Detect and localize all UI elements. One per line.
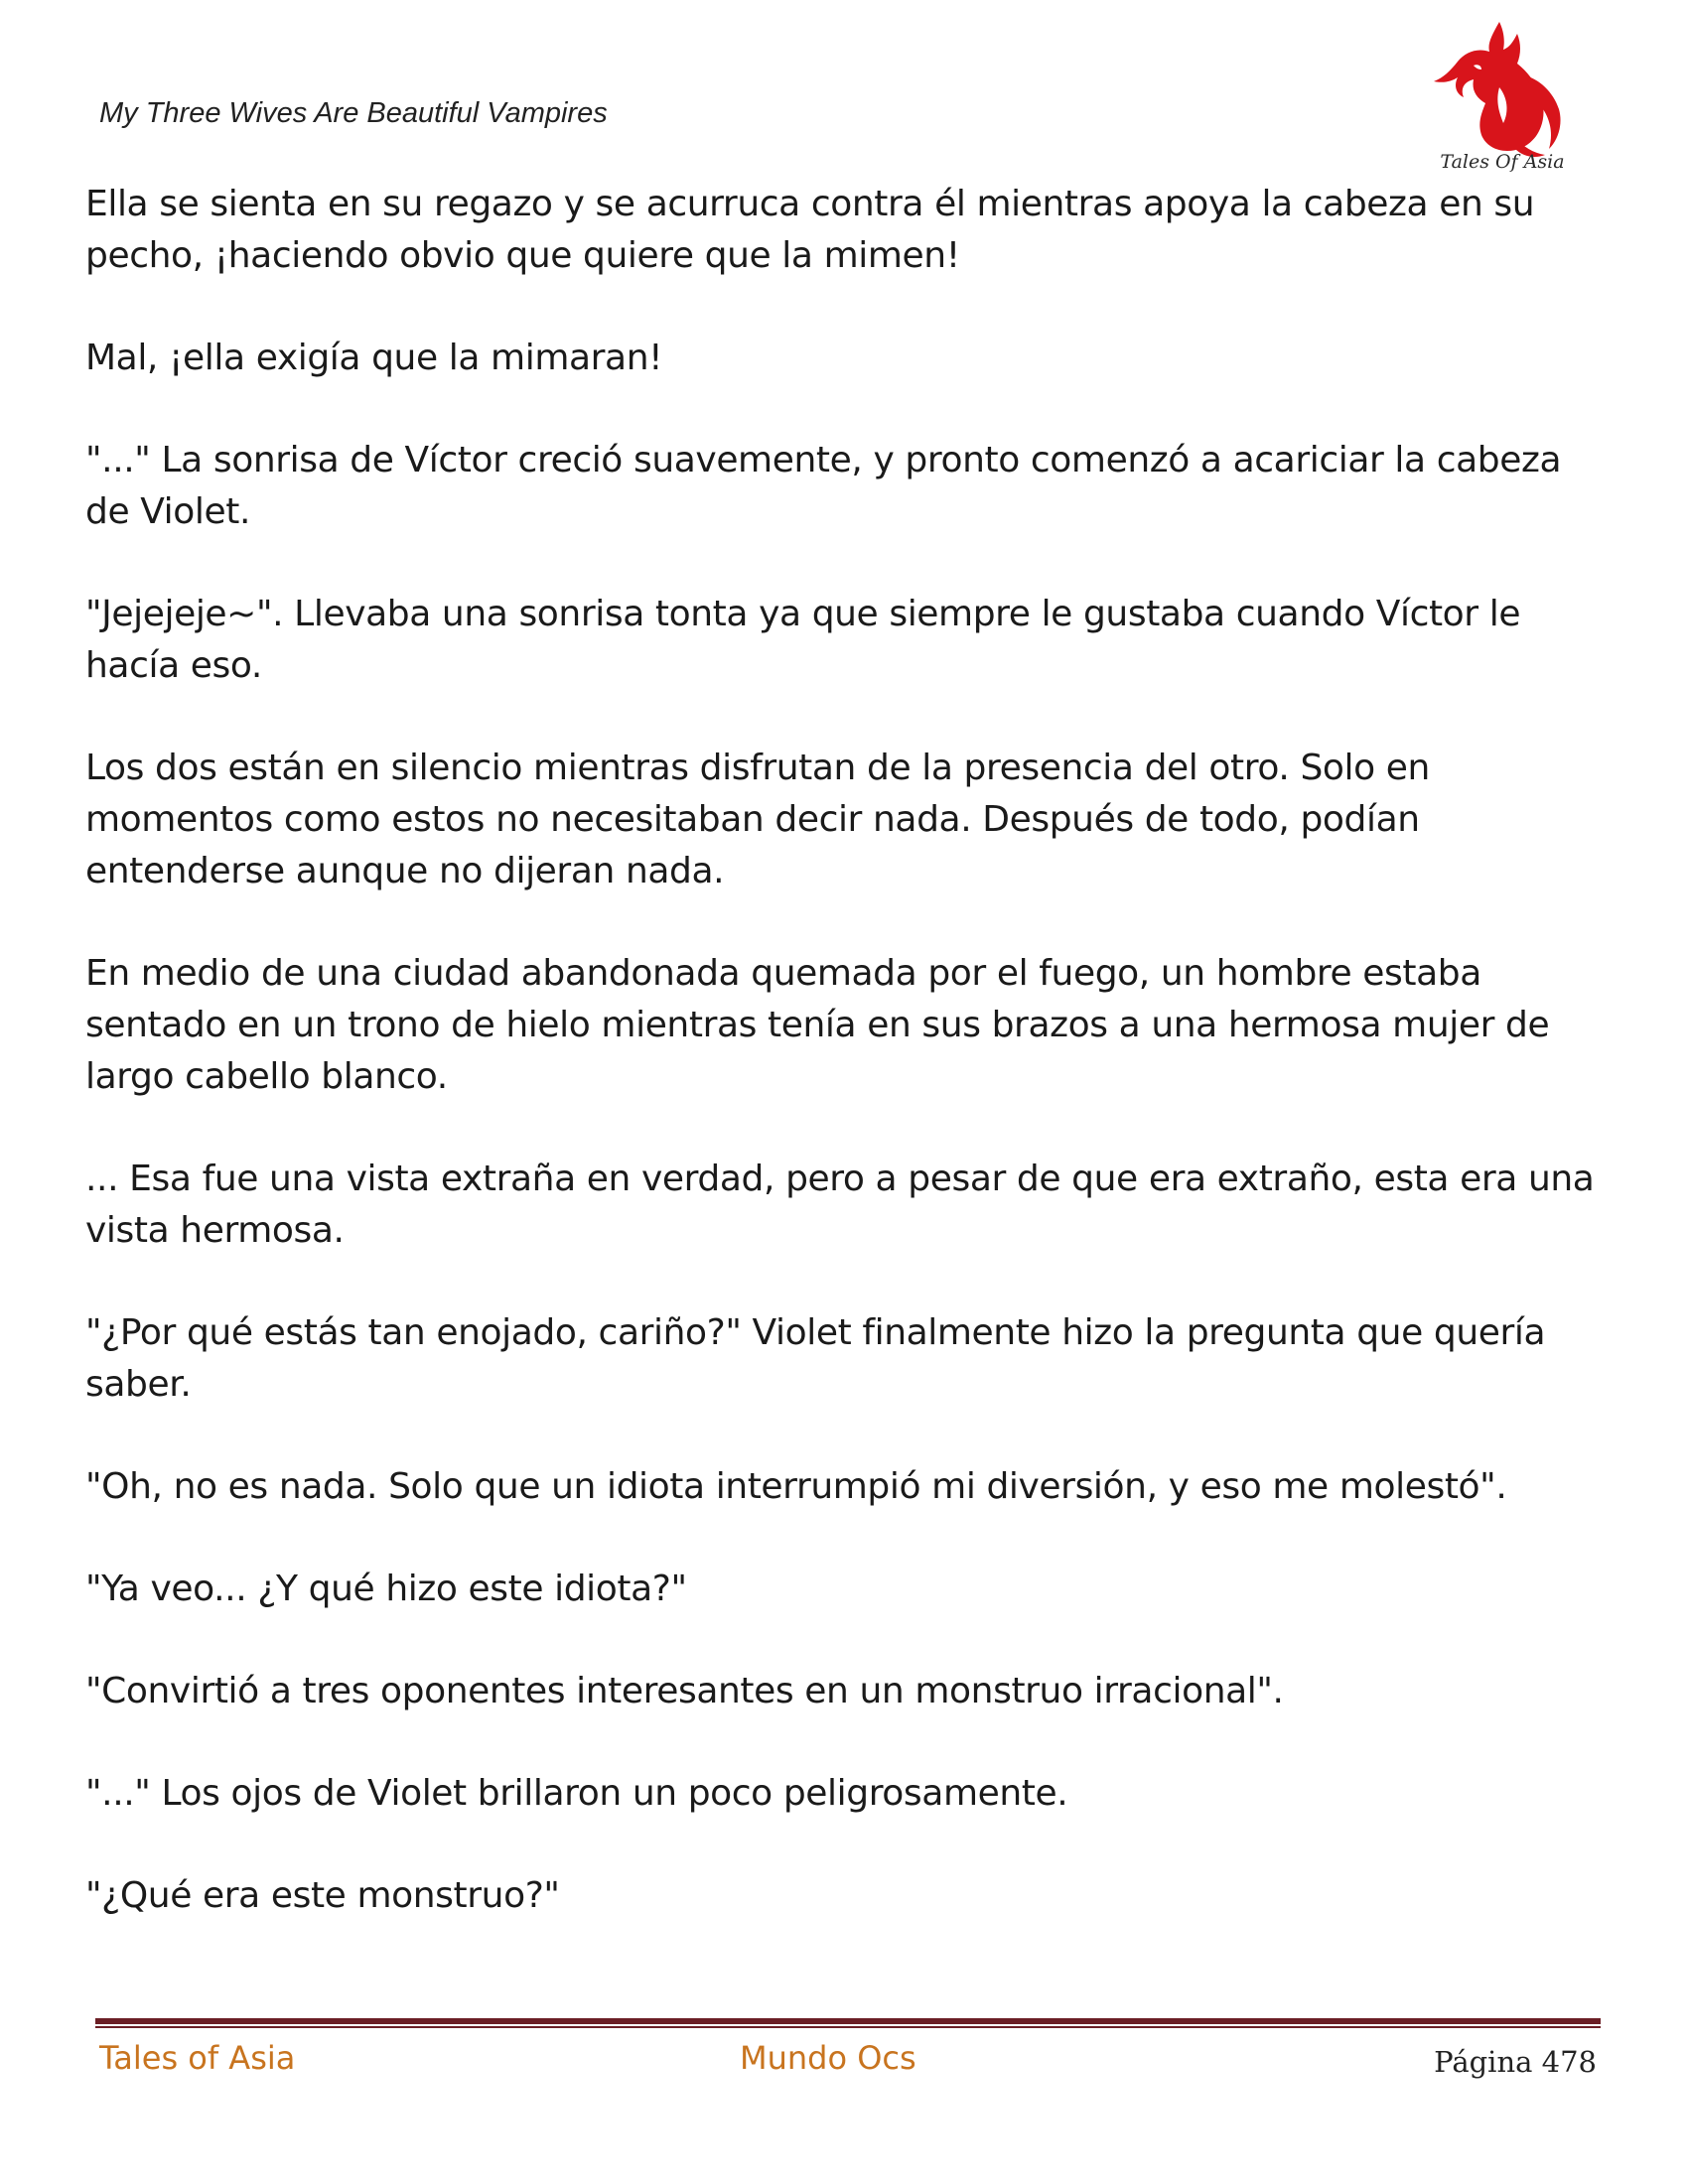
logo-caption: Tales Of Asia bbox=[1440, 151, 1565, 173]
paragraph: "Jejejeje~". Llevaba una sonrisa tonta ya que siempre le gustaba cuando Víctor le hacía eso. bbox=[85, 594, 1521, 686]
chapter-body bbox=[85, 179, 1615, 1973]
paragraph: Mal, ¡ella exigía que la mimaran! bbox=[85, 338, 663, 378]
paragraph: "..." La sonrisa de Víctor creció suavemente, y pronto comenzó a acariciar la cabeza de Violet. bbox=[85, 440, 1562, 532]
paragraph: "¿Qué era este monstruo?" bbox=[85, 1875, 560, 1916]
paragraph: "¿Por qué estás tan enojado, cariño?" Violet finalmente hizo la pregunta que quería saber. bbox=[85, 1312, 1546, 1405]
footer-divider bbox=[95, 2018, 1601, 2028]
paragraph: Ella se sienta en su regazo y se acurruca contra él mientras apoya la cabeza en su pecho, ¡haciendo obvio que quiere que la mimen! bbox=[85, 184, 1535, 276]
paragraph: Los dos están en silencio mientras disfrutan de la presencia del otro. Solo en momentos como estos no necesitaban decir nada. Después de todo, podían entenderse aunque no dijeran nada. bbox=[85, 748, 1430, 891]
paragraph: ... Esa fue una vista extraña en verdad, pero a pesar de que era extraño, esta era una vista hermosa. bbox=[85, 1159, 1595, 1251]
footer-translator: Mundo Ocs bbox=[740, 2039, 916, 2077]
paragraph: "Ya veo... ¿Y qué hizo este idiota?" bbox=[85, 1569, 687, 1609]
paragraph: "Oh, no es nada. Solo que un idiota interrumpió mi diversión, y eso me molestó". bbox=[85, 1466, 1507, 1507]
footer-site-name: Tales of Asia bbox=[99, 2039, 296, 2077]
paragraph: "..." Los ojos de Violet brillaron un poco peligrosamente. bbox=[85, 1773, 1068, 1814]
page-number: Página 478 bbox=[1434, 2045, 1597, 2079]
paragraph: "Convirtió a tres oponentes interesantes en un monstruo irracional". bbox=[85, 1671, 1284, 1711]
book-title: My Three Wives Are Beautiful Vampires bbox=[99, 97, 608, 129]
paragraph: En medio de una ciudad abandonada quemada por el fuego, un hombre estaba sentado en un trono de hielo mientras tenía en sus brazos a una hermosa mujer de largo cabello blanco. bbox=[85, 953, 1550, 1097]
